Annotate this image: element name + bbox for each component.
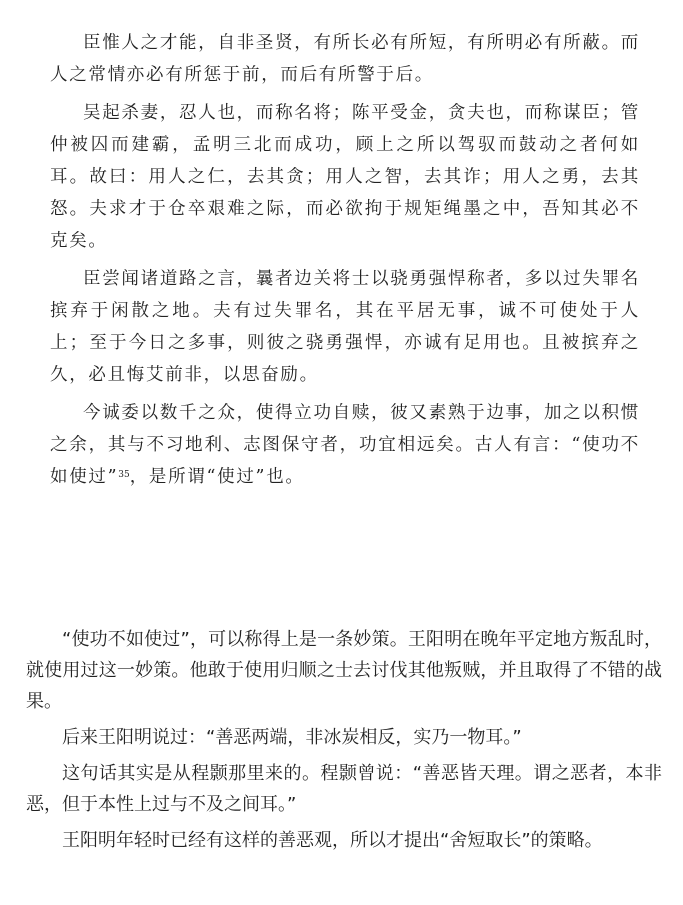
quote-paragraph-1: 臣惟人之才能，自非圣贤，有所长必有所短，有所明必有所蔽。而人之常情亦必有所惩于前，而后有所警于后。	[50, 33, 640, 85]
commentary-text	[26, 624, 662, 856]
body-paragraph-3: 这句话其实是从程颢那里来的。程颢曾说：“善恶皆天理。谓之恶者，本非恶，但于本性上过与不及之间耳。”	[26, 763, 662, 815]
body-paragraph-1: “使功不如使过”，可以称得上是一条妙策。王阳明在晚年平定地方叛乱时，就使用过这一妙策。他敢于使用归顺之士去讨伐其他叛贼，并且取得了不错的战果。	[26, 629, 662, 712]
quote-paragraph-4-main: 今诚委以数千之众，使得立功自赎，彼又素熟于边事，加之以积惯之余，其与不习地利、志图保守者，功宜相远矣。古人有言：“使功不如使过”	[50, 403, 640, 487]
quote-paragraph-3: 臣尝闻诸道路之言，曩者边关将士以骁勇强悍称者，多以过失罪名摈弃于闲散之地。夫有过失罪名，其在平居无事，诚不可使处于人上；至于今日之多事，则彼之骁勇强悍，亦诚有足用也。且被摈弃之久，必且悔艾前非，以思奋励。	[50, 269, 640, 385]
classical-quotation	[50, 27, 640, 493]
body-paragraph-2: 后来王阳明说过：“善恶两端，非冰炭相反，实乃一物耳。”	[62, 727, 522, 748]
body-paragraph-4: 王阳明年轻时已经有这样的善恶观，所以才提出“舍短取长”的策略。	[62, 830, 603, 851]
quote-paragraph-2: 吴起杀妻，忍人也，而称名将；陈平受金，贪夫也，而称谋臣；管仲被囚而建霸，孟明三北而成功，顾上之所以驾驭而鼓动之者何如耳。故曰：用人之仁，去其贪；用人之智，去其诈；用人之勇，去其怒。夫求才于仓卒艰难之际，而必欲拘于规矩绳墨之中，吾知其必不克矣。	[50, 103, 640, 251]
quote-paragraph-4-tail: ，是所谓“使过”也。	[129, 467, 305, 487]
quote-paragraph-4	[50, 397, 640, 493]
footnote-marker: 35	[118, 470, 130, 480]
